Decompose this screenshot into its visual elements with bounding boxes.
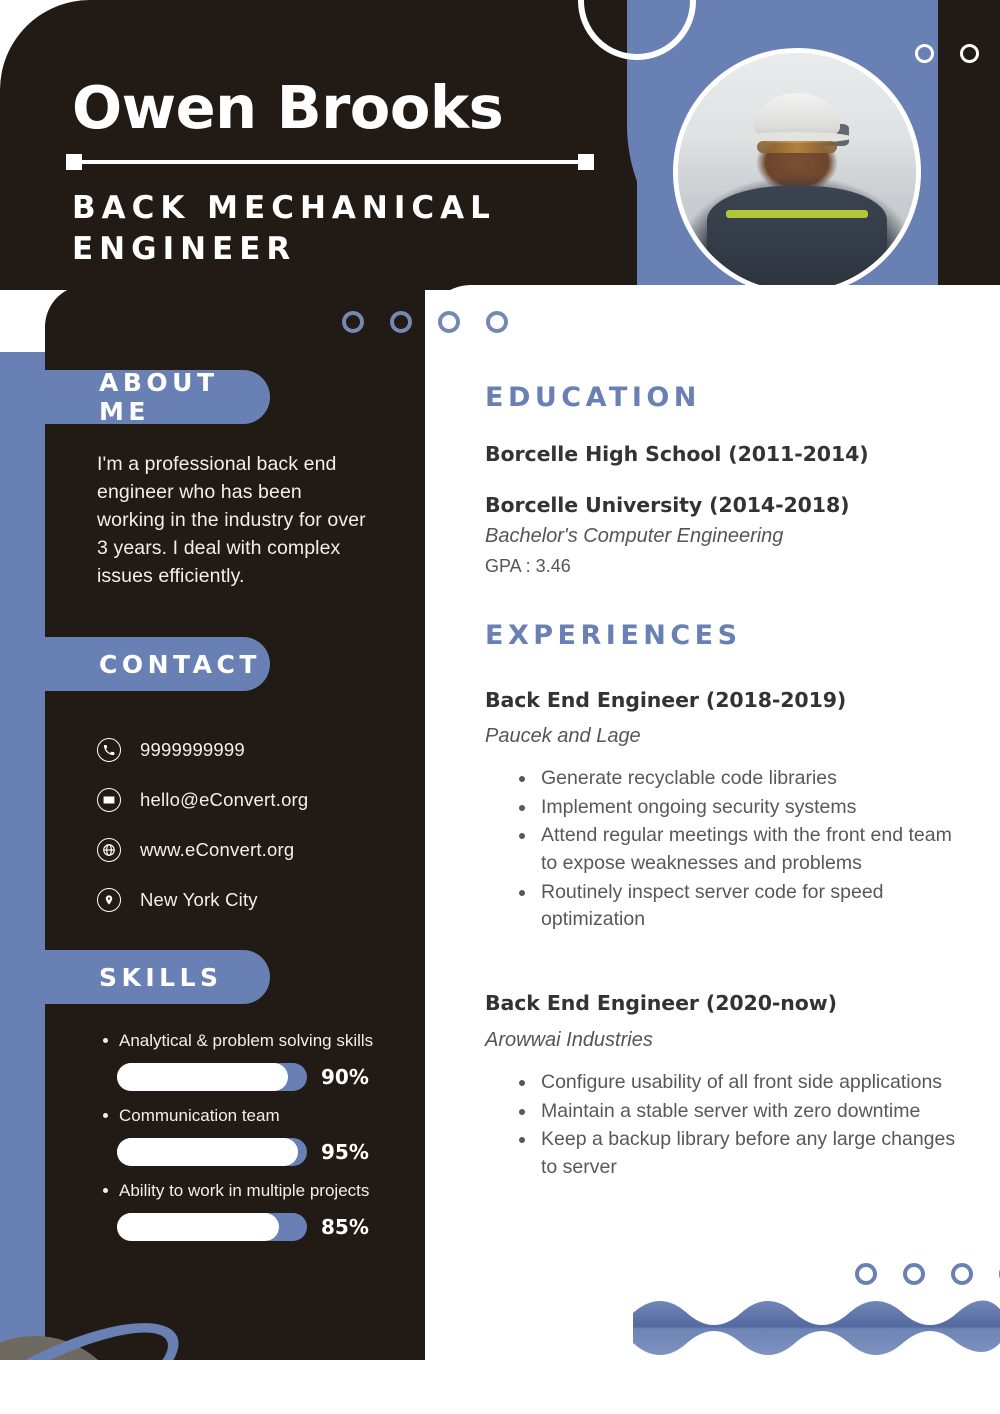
circle-ring-icon — [903, 1263, 925, 1285]
page-title: Owen Brooks — [72, 73, 504, 142]
hi-vis-stripe — [726, 210, 869, 218]
decor-dots-top — [915, 44, 1000, 63]
location-value: New York City — [140, 889, 258, 910]
circle-ring-icon — [342, 311, 364, 333]
skill-item — [97, 1180, 417, 1241]
education-entry-degree: Bachelor's Computer Engineering — [485, 525, 784, 547]
website-value: www.eConvert.org — [140, 839, 295, 860]
list-item: Routinely inspect server code for speed optimization — [505, 879, 960, 934]
contact-item-website[interactable] — [97, 825, 417, 875]
circle-ring-icon — [951, 1263, 973, 1285]
phone-icon — [97, 738, 121, 762]
decor-dots-mid — [342, 311, 508, 333]
skill-bar-fill — [117, 1138, 298, 1166]
about-badge-label: ABOUT ME — [99, 368, 219, 426]
skill-percent: 85% — [321, 1214, 369, 1239]
skill-percent: 90% — [321, 1064, 369, 1089]
skills-list — [97, 1030, 417, 1255]
sidebar — [45, 285, 425, 1360]
skill-bar-row — [117, 1213, 417, 1241]
skill-item — [97, 1105, 417, 1166]
skill-label: Analytical & problem solving skills — [97, 1030, 417, 1053]
skill-label: Communication team — [97, 1105, 417, 1128]
wave-graphic — [633, 1299, 1000, 1357]
skills-badge-label: SKILLS — [99, 962, 223, 992]
skill-bar-track — [117, 1138, 307, 1166]
divider-cap-right — [578, 154, 594, 170]
circle-ring-icon — [438, 311, 460, 333]
sidebar-section-contact — [45, 637, 270, 691]
email-value: hello@eConvert.org — [140, 789, 309, 810]
safety-glasses-icon — [757, 141, 838, 153]
circle-ring-icon — [960, 44, 979, 63]
skill-bar-track — [117, 1063, 307, 1091]
location-pin-icon — [97, 888, 121, 912]
circle-ring-icon — [390, 311, 412, 333]
skill-bar-fill — [117, 1213, 279, 1241]
circle-ring-icon — [855, 1263, 877, 1285]
contact-item-location[interactable] — [97, 875, 417, 925]
list-item: Keep a backup library before any large changes to server — [505, 1126, 960, 1181]
contact-list — [97, 725, 417, 925]
experience-company: Arowwai Industries — [485, 1029, 653, 1051]
list-item: Maintain a stable server with zero downtime — [505, 1098, 960, 1126]
sidebar-section-skills — [45, 950, 270, 1004]
email-icon — [97, 788, 121, 812]
list-item: Implement ongoing security systems — [505, 794, 960, 822]
skill-bar-fill — [117, 1063, 288, 1091]
experience-bullets — [505, 1069, 960, 1183]
experience-bullets — [505, 765, 960, 935]
left-blue-strip — [0, 352, 46, 1414]
sidebar-section-about — [45, 370, 270, 424]
divider-line — [74, 160, 586, 164]
job-title: BACK MECHANICAL ENGINEER — [72, 190, 496, 268]
experience-role: Back End Engineer (2020-now) — [485, 991, 837, 1015]
avatar-photo — [678, 53, 916, 291]
globe-icon — [97, 838, 121, 862]
contact-badge-label: CONTACT — [99, 649, 261, 679]
skill-item — [97, 1030, 417, 1091]
experiences-heading: EXPERIENCES — [485, 620, 742, 651]
title-divider — [66, 158, 594, 166]
skill-label: Ability to work in multiple projects — [97, 1180, 417, 1203]
list-item: Generate recyclable code libraries — [505, 765, 960, 793]
education-entry-gpa: GPA : 3.46 — [485, 556, 571, 576]
skill-percent: 95% — [321, 1139, 369, 1164]
circle-ring-icon — [486, 311, 508, 333]
bottom-margin — [0, 1360, 1000, 1414]
about-text: I'm a professional back end engineer who has been working in the industry for over 3 years. I deal with complex issues efficiently. — [97, 453, 366, 588]
skill-bar-track — [117, 1213, 307, 1241]
contact-item-phone[interactable] — [97, 725, 417, 775]
avatar-torso — [707, 186, 888, 296]
skill-bar-row — [117, 1063, 417, 1091]
circle-ring-icon — [915, 44, 934, 63]
education-heading: EDUCATION — [485, 382, 701, 413]
decor-dots-bottom — [855, 1263, 1000, 1285]
education-entry-school: Borcelle High School (2011-2014) — [485, 442, 869, 466]
skill-bar-row — [117, 1138, 417, 1166]
avatar — [673, 48, 921, 296]
experience-role: Back End Engineer (2018-2019) — [485, 688, 847, 712]
contact-item-email[interactable] — [97, 775, 417, 825]
list-item: Attend regular meetings with the front end team to expose weaknesses and problems — [505, 822, 960, 877]
list-item: Configure usability of all front side applications — [505, 1069, 960, 1097]
phone-value: 9999999999 — [140, 739, 245, 760]
education-entry-school: Borcelle University (2014-2018) — [485, 493, 850, 517]
experience-company: Paucek and Lage — [485, 725, 641, 747]
